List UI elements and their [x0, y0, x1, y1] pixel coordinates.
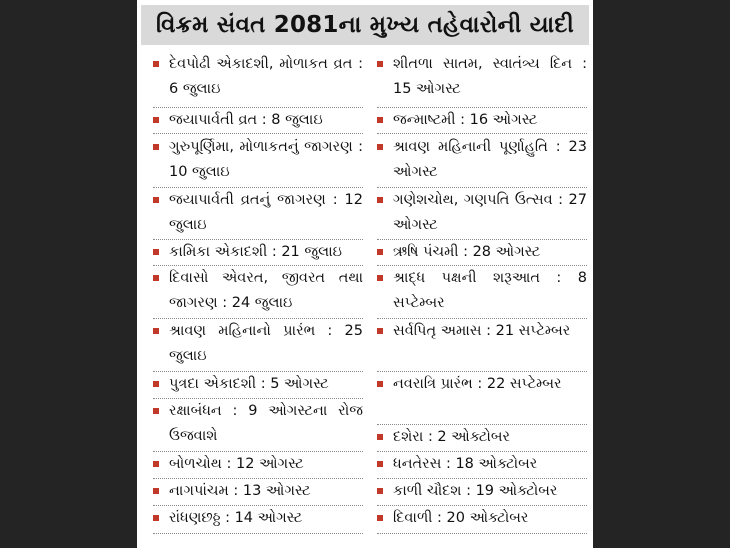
list-item: [153, 188, 363, 240]
list-item: [377, 135, 587, 188]
bullet-icon: [377, 249, 383, 255]
list-item: [377, 425, 587, 452]
list-item: [377, 372, 587, 425]
newspaper-clipping: [137, 0, 593, 548]
bullet-icon: [377, 61, 383, 67]
bullet-icon: [153, 461, 159, 467]
list-item-text: શ્રાદ્ધ પક્ષની શરૂઆત : 8 સપ્ટેમ્બર: [393, 270, 587, 311]
list-item: [153, 479, 363, 506]
list-item-text: કાળી ચૌદશ : 19 ઓક્ટોબર: [393, 483, 558, 499]
list-item-text: ધનતેરસ : 18 ઓક્ટોબર: [393, 456, 538, 472]
bullet-icon: [377, 381, 383, 387]
list-item-text: નવરાત્રિ પ્રારંભ : 22 સપ્ટેમ્બર: [393, 376, 562, 392]
bullet-icon: [377, 197, 383, 203]
list-item-text: ઋષિ પંચમી : 28 ઓગસ્ટ: [393, 244, 541, 260]
bullet-icon: [153, 249, 159, 255]
list-item: [377, 240, 587, 266]
list-item-text: સર્વપિતૃ અમાસ : 21 સપ્ટેમ્બર: [393, 323, 571, 339]
list-item-text: પુત્રદા એકાદશી : 5 ઓગસ્ટ: [169, 376, 329, 392]
bullet-icon: [377, 434, 383, 440]
festival-columns: [137, 52, 593, 548]
list-item: [377, 52, 587, 108]
list-item: [153, 135, 363, 188]
list-item: [377, 506, 587, 534]
bullet-icon: [153, 144, 159, 150]
list-title: વિક્રમ સંવત 2081ના મુખ્ય તહેવારોની યાદી: [141, 5, 589, 45]
list-item-text: શ્રાવણ મહિનાની પૂર્ણાહુતિ : 23 ઓગસ્ટ: [393, 139, 587, 180]
bullet-icon: [377, 515, 383, 521]
list-item-text: જન્માષ્ટમી : 16 ઓગસ્ટ: [393, 112, 538, 128]
bullet-icon: [153, 488, 159, 494]
bullet-icon: [153, 275, 159, 281]
list-item: [153, 108, 363, 134]
list-item-text: રક્ષાબંધન : 9 ઓગસ્ટના રોજ ઉજવાશે: [169, 403, 363, 444]
list-item-text: ગણેશચોથ, ગણપતિ ઉત્સવ : 27 ઓગસ્ટ: [393, 192, 587, 233]
list-item-text: દશેરા : 2 ઓક્ટોબર: [393, 429, 511, 445]
list-item: [153, 240, 363, 266]
bullet-icon: [153, 117, 159, 123]
list-item: [153, 319, 363, 372]
list-item-text: જયાપાર્વતી વ્રત : 8 જુલાઇ: [169, 112, 323, 128]
list-item: [153, 266, 363, 319]
bullet-icon: [153, 328, 159, 334]
list-item-text: નાગપાંચમ : 13 ઓગસ્ટ: [169, 483, 311, 499]
list-item: [377, 479, 587, 506]
list-item-text: જયાપાર્વતી વ્રતનું જાગરણ : 12 જુલાઇ: [169, 192, 363, 233]
list-item-text: કામિકા એકાદશી : 21 જુલાઇ: [169, 244, 342, 260]
list-item: [377, 266, 587, 319]
list-item: [377, 188, 587, 240]
bullet-icon: [377, 461, 383, 467]
bullet-icon: [377, 144, 383, 150]
list-item: [153, 372, 363, 399]
list-item-text: શીતળા સાતમ, સ્વાતંત્ર્ય દિન : 15 ઓગસ્ટ: [393, 56, 587, 97]
list-item-text: ગુરુપૂર્ણિમા, મોળાકતનું જાગરણ : 10 જુલાઇ: [169, 139, 363, 180]
list-item: [153, 506, 363, 534]
list-item-text: દેવપોઢી એકાદશી, મોળાકત વ્રત : 6 જુલાઇ: [169, 56, 363, 97]
bullet-icon: [377, 117, 383, 123]
list-item-text: રાંધણછઠ્ઠ : 14 ઓગસ્ટ: [169, 510, 303, 526]
list-item: [377, 452, 587, 479]
list-item: [153, 52, 363, 108]
bullet-icon: [153, 515, 159, 521]
list-item: [153, 399, 363, 452]
bullet-icon: [153, 61, 159, 67]
list-item-text: દિવાસો એવરત, જીવરત તથા જાગરણ : 24 જુલાઇ: [169, 270, 363, 311]
list-item-text: બોળચોથ : 12 ઓગસ્ટ: [169, 456, 304, 472]
bullet-icon: [377, 275, 383, 281]
list-item: [153, 452, 363, 479]
bullet-icon: [153, 408, 159, 414]
bullet-icon: [377, 328, 383, 334]
bullet-icon: [153, 197, 159, 203]
list-item: [377, 108, 587, 134]
list-item-text: દિવાળી : 20 ઓક્ટોબર: [393, 510, 529, 526]
list-item: [377, 319, 587, 372]
list-item-text: શ્રાવણ મહિનાનો પ્રારંભ : 25 જુલાઇ: [169, 323, 363, 364]
bullet-icon: [377, 488, 383, 494]
bullet-icon: [153, 381, 159, 387]
